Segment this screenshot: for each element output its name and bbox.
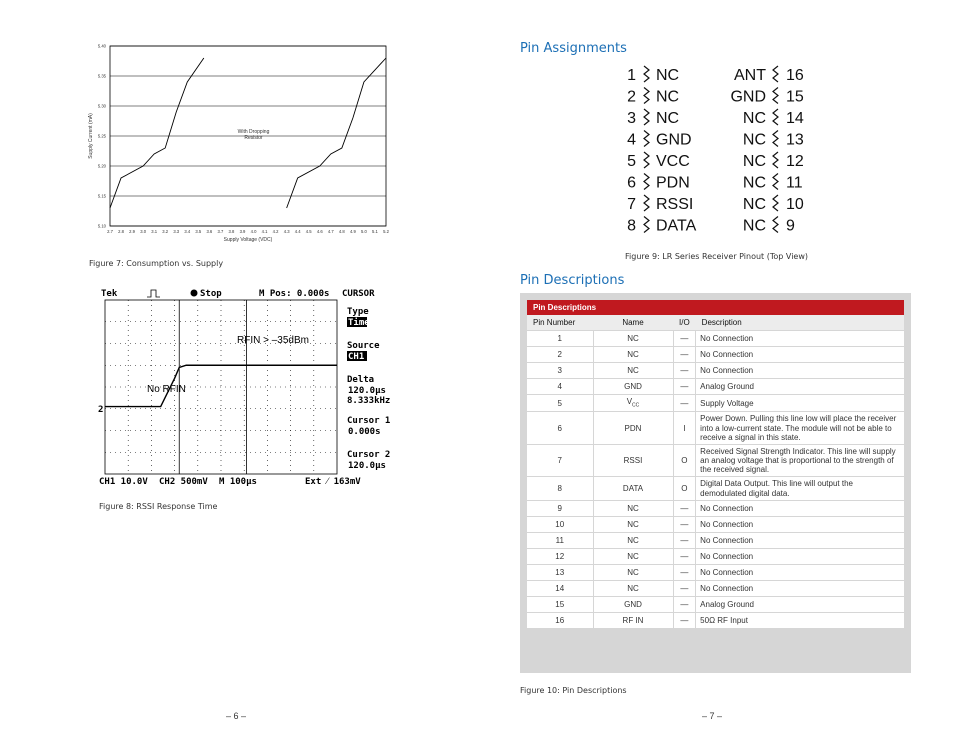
pin-name-cell: DATA: [593, 477, 673, 500]
pin-name-left: VCC: [656, 153, 690, 170]
figure10-caption: Figure 10: Pin Descriptions: [520, 686, 627, 695]
scope-menu-value: 0.000s: [348, 427, 381, 437]
pin-number-cell: 4: [527, 379, 593, 395]
scope-menu-value2: 8.333kHz: [347, 396, 391, 406]
pin-description-cell: No Connection: [696, 363, 904, 379]
pin-number-cell: 6: [527, 412, 593, 445]
pin-io-cell: O: [673, 477, 696, 500]
pin-description-cell: No Connection: [696, 347, 904, 363]
pin-name-right: GND: [730, 88, 766, 106]
y-tick-label: 5.25: [97, 133, 106, 139]
pin-number-cell: 11: [527, 532, 593, 548]
table-row: [527, 516, 904, 532]
annotation-no-rfin: No RFIN: [147, 384, 186, 395]
figure9-caption: Figure 9: LR Series Receiver Pinout (Top View): [625, 252, 809, 261]
pin-number-cell: 1: [527, 331, 593, 347]
pin-name-left: GND: [656, 131, 692, 149]
x-tick-label: 3.4: [184, 229, 191, 234]
table-row: [527, 612, 904, 628]
supply-current-series-line: [287, 58, 386, 208]
x-tick-label: 5.0: [361, 229, 367, 234]
pin-lead-left-icon: [644, 109, 649, 125]
pin-description-cell: No Connection: [696, 548, 904, 564]
pin-description-cell: No Connection: [696, 532, 904, 548]
x-tick-label: 3.1: [151, 229, 158, 234]
header-io: I/O: [673, 315, 696, 331]
pin-name-cell: NC: [593, 347, 673, 363]
y-tick-label: 5.15: [97, 193, 106, 199]
y-tick-label: 5.40: [97, 43, 106, 49]
scope-menu-value: 120.0µs: [348, 461, 386, 471]
pin-io-cell: —: [673, 347, 696, 363]
pin-description-cell: No Connection: [696, 500, 904, 516]
table-row: [527, 444, 904, 477]
pin-number-cell: 10: [527, 516, 593, 532]
pin-lead-left-icon: [644, 152, 649, 168]
pin-name-cell: PDN: [593, 412, 673, 445]
pin-name-cell: GND: [593, 379, 673, 395]
y-tick-label: 5.10: [97, 223, 106, 229]
pin-number-cell: 9: [527, 500, 593, 516]
y-axis-label: Supply Current (mA): [88, 113, 94, 159]
table-row: [527, 548, 904, 564]
pin-io-cell: —: [673, 331, 696, 347]
table-row: [527, 596, 904, 612]
x-tick-label: 5.2: [383, 229, 389, 234]
scope-menu-value: Time: [348, 318, 370, 328]
table-row: [527, 331, 904, 347]
scope-brand: Tek: [101, 289, 118, 299]
scope-footer-ch1: CH1 10.0V: [99, 477, 148, 487]
pin-number-right: 10: [786, 196, 804, 213]
pin-table-body: [527, 331, 904, 629]
pin-descriptions-panel: [520, 293, 911, 673]
x-tick-label: 3.3: [173, 229, 180, 234]
x-tick-label: 3.2: [162, 229, 169, 234]
scope-menu: CURSOR: [342, 289, 375, 299]
pin-number-cell: 8: [527, 477, 593, 500]
pin-lead-right-icon: [773, 174, 778, 190]
x-tick-label: 4.2: [272, 229, 279, 234]
pin-io-cell: —: [673, 395, 696, 412]
pin-number-cell: 2: [527, 347, 593, 363]
pin-lead-left-icon: [644, 217, 649, 233]
pin-name-left: NC: [656, 67, 680, 84]
pin-name-subscript: CC: [632, 402, 640, 409]
scope-menu-value: CH1: [348, 352, 365, 362]
pin-name-right: NC: [742, 110, 766, 127]
pin-description-cell: No Connection: [696, 580, 904, 596]
table-row: [527, 412, 904, 445]
pin-name-right: NC: [742, 153, 766, 170]
table-row: [527, 395, 904, 412]
pin-number-cell: 14: [527, 580, 593, 596]
pin-number-right: 15: [786, 88, 804, 106]
annotation-line2: Resistor: [244, 135, 263, 141]
pin-number-right: 13: [786, 131, 804, 149]
x-axis-label: Supply Voltage (VDC): [223, 237, 273, 243]
pin-description-cell: Received Signal Strength Indicator. This line will supply an analog voltage that is proportional to the strength of the received signal.: [696, 444, 904, 477]
pin-io-cell: —: [673, 532, 696, 548]
x-tick-label: 5.1: [372, 229, 378, 234]
pin-number-right: 12: [786, 153, 804, 170]
table-row: [527, 363, 904, 379]
pin-lead-left-icon: [644, 195, 649, 211]
pin-io-cell: —: [673, 612, 696, 628]
pin-description-cell: No Connection: [696, 331, 904, 347]
pin-name-cell: NC: [593, 532, 673, 548]
pin-description-cell: 50Ω RF Input: [696, 612, 904, 628]
pin-number-left: 8: [627, 217, 636, 235]
x-tick-label: 3.6: [206, 229, 213, 234]
pin-name-cell: NC: [593, 363, 673, 379]
pin-lead-right-icon: [773, 109, 778, 125]
pin-name-right: NC: [742, 174, 766, 192]
pin-number-right: 9: [786, 217, 795, 235]
pin-io-cell: O: [673, 444, 696, 477]
supply-current-series-line: [110, 58, 204, 208]
pin-io-cell: —: [673, 548, 696, 564]
annotation-rfin-high: RFIN > –35dBm: [237, 335, 309, 346]
x-tick-label: 2.7: [107, 229, 113, 234]
header-description: Description: [696, 315, 904, 331]
pin-number-left: 1: [627, 67, 636, 84]
pin-name-cell: NC: [593, 331, 673, 347]
scope-menu-label: Source: [347, 341, 380, 351]
x-tick-label: 3.9: [239, 229, 246, 234]
x-tick-label: 3.7: [217, 229, 224, 234]
pin-lead-right-icon: [773, 217, 778, 233]
pin-table-title: Pin Descriptions: [527, 300, 904, 315]
pin-descriptions-table: [527, 315, 904, 628]
pin-number-left: 3: [627, 110, 636, 127]
pin-name-main: V: [626, 397, 633, 406]
scope-footer-ch2: CH2 500mV: [159, 477, 208, 487]
pin-number-cell: 3: [527, 363, 593, 379]
pin-lead-right-icon: [773, 66, 778, 82]
pin-io-cell: —: [673, 363, 696, 379]
pin-name-cell: [593, 395, 673, 412]
consumption-vs-supply-chart: [80, 40, 400, 250]
pin-number-right: 16: [786, 67, 804, 84]
pin-name-right: NC: [742, 217, 766, 235]
x-tick-label: 4.0: [250, 229, 257, 234]
pin-lead-left-icon: [644, 174, 649, 190]
scope-menu-value: 120.0µs: [348, 386, 386, 396]
pin-lead-right-icon: [773, 88, 778, 104]
pin-lead-left-icon: [644, 88, 649, 104]
x-tick-label: 4.4: [294, 229, 301, 234]
y-tick-label: 5.35: [97, 73, 106, 79]
pin-name-cell: RF IN: [593, 612, 673, 628]
pin-name-left: NC: [656, 88, 680, 106]
channel-2-marker: 2: [98, 405, 104, 416]
pin-descriptions-heading: Pin Descriptions: [520, 273, 625, 288]
x-tick-label: 4.7: [327, 229, 334, 234]
pin-number-right: 11: [786, 174, 803, 192]
pin-number-cell: 15: [527, 596, 593, 612]
pin-name-cell: NC: [593, 564, 673, 580]
pin-name-cell: NC: [593, 580, 673, 596]
pin-table-header-row: [527, 315, 904, 331]
x-tick-label: 3.5: [195, 229, 202, 234]
pin-number-cell: 16: [527, 612, 593, 628]
table-row: [527, 580, 904, 596]
scope-menu-label: Type: [347, 307, 369, 317]
consumption-chart-svg: [80, 40, 400, 250]
pin-assignments-heading: Pin Assignments: [520, 41, 627, 56]
x-tick-label: 2.8: [118, 229, 124, 234]
pin-description-cell: Power Down. Pulling this line low will place the receiver into a low-current state. The module will not be able to receive a signal in this state.: [696, 412, 904, 445]
pin-name-cell: NC: [593, 548, 673, 564]
table-row: [527, 500, 904, 516]
figure8-caption: Figure 8: RSSI Response Time: [99, 502, 218, 511]
pin-io-cell: —: [673, 500, 696, 516]
pin-io-cell: —: [673, 516, 696, 532]
scope-menu-label: Cursor 2: [347, 450, 391, 460]
x-tick-label: 3.0: [140, 229, 147, 234]
y-tick-label: 5.30: [97, 103, 106, 109]
x-tick-label: 4.5: [305, 229, 312, 234]
pin-number-left: 4: [627, 131, 636, 149]
pin-name-cell: NC: [593, 500, 673, 516]
table-row: [527, 564, 904, 580]
table-row: [527, 532, 904, 548]
pin-name-right: NC: [742, 131, 766, 149]
pin-lead-left-icon: [644, 131, 649, 147]
pin-lead-left-icon: [644, 66, 649, 82]
scope-footer-ext: Ext ⁄ 163mV: [305, 477, 361, 487]
x-tick-label: 3.8: [228, 229, 235, 234]
pin-name-cell: NC: [593, 516, 673, 532]
pin-name-cell: RSSI: [593, 444, 673, 477]
header-name: Name: [593, 315, 673, 331]
pin-description-cell: No Connection: [696, 516, 904, 532]
pin-description-cell: Analog Ground: [696, 596, 904, 612]
pin-name-right: NC: [742, 196, 766, 213]
pin-number-left: 5: [627, 153, 636, 170]
pin-number-cell: 12: [527, 548, 593, 564]
x-tick-label: 4.9: [349, 229, 356, 234]
x-tick-label: 4.3: [283, 229, 290, 234]
pin-name-left: RSSI: [656, 196, 694, 213]
x-tick-label: 4.8: [338, 229, 345, 234]
pin-lead-right-icon: [773, 195, 778, 211]
pin-io-cell: —: [673, 379, 696, 395]
x-tick-label: 4.1: [261, 229, 268, 234]
scope-svg: [97, 286, 391, 492]
y-tick-label: 5.20: [97, 163, 106, 169]
table-row: [527, 477, 904, 500]
x-tick-label: 2.9: [129, 229, 135, 234]
page-number-right: – 7 –: [702, 711, 723, 721]
pin-number-left: 2: [627, 88, 636, 106]
pin-description-cell: Digital Data Output. This line will output the demodulated digital data.: [696, 477, 904, 500]
pin-description-cell: Analog Ground: [696, 379, 904, 395]
x-tick-label: 4.6: [316, 229, 323, 234]
pin-io-cell: —: [673, 564, 696, 580]
figure7-caption: Figure 7: Consumption vs. Supply: [89, 259, 224, 268]
annotation-line1: With Dropping: [237, 129, 270, 135]
rssi-response-scope: [97, 286, 391, 492]
pinout-svg: [618, 62, 813, 237]
table-row: [527, 379, 904, 395]
pin-io-cell: —: [673, 596, 696, 612]
pin-description-cell: Supply Voltage: [696, 395, 904, 412]
pin-io-cell: I: [673, 412, 696, 445]
table-row: [527, 347, 904, 363]
pin-name-left: PDN: [656, 174, 690, 192]
pin-number-cell: 5: [527, 395, 593, 412]
pin-lead-right-icon: [773, 131, 778, 147]
pin-number-left: 6: [627, 174, 636, 192]
pin-description-cell: No Connection: [696, 564, 904, 580]
pin-number-left: 7: [627, 196, 636, 213]
pin-lead-right-icon: [773, 152, 778, 168]
pin-number-cell: 7: [527, 444, 593, 477]
pin-number-cell: 13: [527, 564, 593, 580]
pin-name-left: DATA: [656, 217, 697, 235]
header-pin-number: Pin Number: [527, 315, 593, 331]
page-number-left: – 6 –: [226, 711, 247, 721]
receiver-pinout: [618, 62, 813, 237]
pin-name-left: NC: [656, 110, 680, 127]
scope-mpos: M Pos: 0.000s: [259, 289, 330, 299]
pin-io-cell: —: [673, 580, 696, 596]
scope-menu-label: Cursor 1: [347, 416, 391, 426]
scope-footer-m: M 100µs: [219, 477, 257, 487]
pin-name-cell: GND: [593, 596, 673, 612]
pin-name-right: ANT: [734, 67, 766, 84]
pin-number-right: 14: [786, 110, 804, 127]
stop-indicator-icon: [191, 290, 198, 297]
scope-state: Stop: [200, 289, 222, 299]
scope-menu-label: Delta: [347, 375, 375, 385]
